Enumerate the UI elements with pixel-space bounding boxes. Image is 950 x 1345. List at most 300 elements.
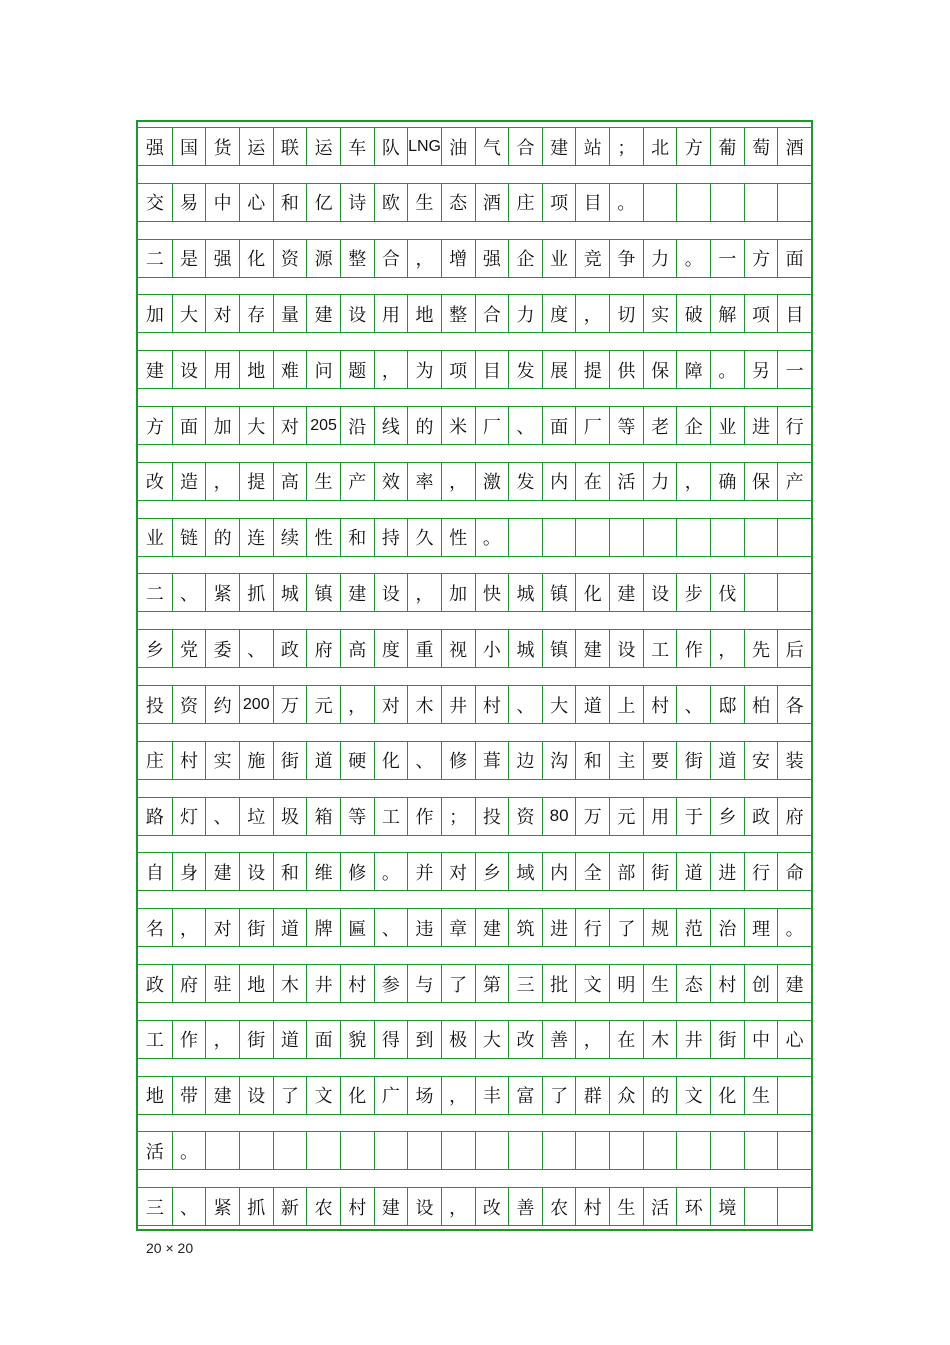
- grid-cell: 柏: [744, 686, 778, 723]
- grid-cell: 实: [643, 295, 677, 332]
- grid-cell: 为: [407, 351, 441, 388]
- grid-cell: [643, 184, 677, 221]
- grid-cell: 交: [145, 193, 164, 215]
- grid-cell: 村: [643, 686, 677, 723]
- grid-cell: 规: [643, 909, 677, 946]
- grid-cell: [710, 519, 744, 556]
- grid-row: [138, 573, 811, 612]
- grid-cell: 并: [407, 853, 441, 890]
- grid-cell: 先: [744, 630, 778, 667]
- grid-cell: 镇: [306, 574, 340, 611]
- grid-cell: 快: [475, 574, 509, 611]
- grid-cell: 保: [643, 351, 677, 388]
- grid-cell: 、: [205, 798, 239, 835]
- grid-cell: 国: [172, 128, 206, 165]
- grid-cell: 进: [744, 407, 778, 444]
- grid-cell: 强: [475, 240, 509, 277]
- grid-cell: 建: [205, 1077, 239, 1114]
- grid-cell: 厂: [475, 407, 509, 444]
- grid-cell: 筑: [508, 909, 542, 946]
- grid-cell: 后: [777, 630, 811, 667]
- grid-cell: 项: [441, 351, 475, 388]
- grid-cell: 中: [744, 1021, 778, 1058]
- grid-cell: 城: [508, 630, 542, 667]
- grid-cell: 设: [609, 630, 643, 667]
- grid-row: [138, 741, 811, 780]
- grid-cell: 村: [340, 965, 374, 1002]
- grid-cell: 名: [145, 918, 164, 940]
- grid-cell: 设: [239, 1077, 273, 1114]
- grid-cell: 匾: [340, 909, 374, 946]
- grid-cell: 理: [744, 909, 778, 946]
- grid-cell: 油: [441, 128, 475, 165]
- grid-row: [138, 797, 811, 836]
- grid-cell: [676, 184, 710, 221]
- grid-cell: 道: [306, 742, 340, 779]
- grid-cell: 提: [239, 463, 273, 500]
- grid-cell: ，: [340, 686, 374, 723]
- grid-cell: 整: [340, 240, 374, 277]
- grid-cell: 企: [676, 407, 710, 444]
- grid-cell: 。: [374, 853, 408, 890]
- grid-cell: 三: [508, 965, 542, 1002]
- grid-cell: 内: [542, 853, 576, 890]
- grid-cell: [609, 519, 643, 556]
- grid-cell: 修: [441, 742, 475, 779]
- grid-cell: 实: [205, 742, 239, 779]
- grid-cell: [777, 519, 811, 556]
- grid-cell: 路: [145, 807, 164, 829]
- grid-cell: 企: [508, 240, 542, 277]
- grid-cell: 行: [744, 853, 778, 890]
- grid-cell: 建: [609, 574, 643, 611]
- grid-cell: 环: [676, 1188, 710, 1225]
- grid-cell: 。: [710, 351, 744, 388]
- grid-cell: 建: [777, 965, 811, 1002]
- grid-cell: 增: [441, 240, 475, 277]
- grid-cell: 投: [145, 695, 164, 717]
- grid-cell: [710, 184, 744, 221]
- grid-cell: 对: [374, 686, 408, 723]
- grid-cell: 工: [145, 1030, 164, 1052]
- grid-cell: [744, 1188, 778, 1225]
- grid-cell: 争: [609, 240, 643, 277]
- grid-cell: [407, 1132, 441, 1169]
- grid-cell: 持: [374, 519, 408, 556]
- grid-cell: 作: [407, 798, 441, 835]
- grid-cell: 元: [306, 686, 340, 723]
- grid-row: [138, 1020, 811, 1059]
- grid-cell: 性: [306, 519, 340, 556]
- grid-cell: 态: [676, 965, 710, 1002]
- grid-cell: 农: [306, 1188, 340, 1225]
- grid-cell: 在: [609, 1021, 643, 1058]
- grid-cell: 心: [239, 184, 273, 221]
- grid-cell: [340, 1132, 374, 1169]
- grid-cell: 各: [777, 686, 811, 723]
- grid-cell: 生: [407, 184, 441, 221]
- grid-cell: 木: [643, 1021, 677, 1058]
- grid-cell: 205: [306, 407, 340, 444]
- grid-cell: 酒: [475, 184, 509, 221]
- grid-cell: 心: [777, 1021, 811, 1058]
- grid-cell: ，: [205, 463, 239, 500]
- grid-cell: 和: [273, 853, 307, 890]
- grid-cell: 展: [542, 351, 576, 388]
- grid-cell: 富: [508, 1077, 542, 1114]
- grid-cell: 设: [239, 853, 273, 890]
- grid-cell: ，: [441, 1188, 475, 1225]
- grid-cell: 建: [475, 909, 509, 946]
- grid-cell: 另: [744, 351, 778, 388]
- grid-cell: ，: [205, 1021, 239, 1058]
- grid-cell: 设: [407, 1188, 441, 1225]
- grid-cell: 度: [374, 630, 408, 667]
- grid-cell: 三: [145, 1197, 164, 1219]
- grid-cell: 善: [508, 1188, 542, 1225]
- grid-cell: 竞: [575, 240, 609, 277]
- grid-cell: 地: [407, 295, 441, 332]
- grid-cell: 参: [374, 965, 408, 1002]
- grid-cell: 抓: [239, 574, 273, 611]
- grid-cell: 项: [744, 295, 778, 332]
- grid-cell: 约: [205, 686, 239, 723]
- grid-cell: 是: [172, 240, 206, 277]
- grid-cell: 进: [542, 909, 576, 946]
- grid-cell: 、: [508, 407, 542, 444]
- grid-cell: 部: [609, 853, 643, 890]
- grid-cell: 作: [676, 630, 710, 667]
- grid-cell: 障: [676, 351, 710, 388]
- grid-cell: 了: [441, 965, 475, 1002]
- grid-cell: 面: [777, 240, 811, 277]
- grid-cell: 政: [744, 798, 778, 835]
- grid-cell: 200: [239, 686, 273, 723]
- grid-cell: 政: [273, 630, 307, 667]
- grid-cell: 化: [239, 240, 273, 277]
- grid-cell: 产: [340, 463, 374, 500]
- grid-cell: 久: [407, 519, 441, 556]
- grid-cell: 老: [643, 407, 677, 444]
- grid-cell: 设: [340, 295, 374, 332]
- grid-cell: 乡: [710, 798, 744, 835]
- grid-cell: ；: [609, 128, 643, 165]
- grid-cell: [273, 1132, 307, 1169]
- grid-cell: 木: [407, 686, 441, 723]
- grid-cell: 方: [676, 128, 710, 165]
- grid-cell: 村: [575, 1188, 609, 1225]
- grid-cell: 大: [239, 407, 273, 444]
- grid-cell: 境: [710, 1188, 744, 1225]
- grid-cell: [609, 1132, 643, 1169]
- grid-cell: 府: [306, 630, 340, 667]
- grid-cell: 用: [643, 798, 677, 835]
- grid-cell: 第: [475, 965, 509, 1002]
- grid-cell: 紧: [205, 574, 239, 611]
- grid-cell: 镇: [542, 630, 576, 667]
- grid-cell: 、: [239, 630, 273, 667]
- grid-cell: 确: [710, 463, 744, 500]
- grid-cell: 生: [609, 1188, 643, 1225]
- grid-cell: 街: [239, 909, 273, 946]
- grid-cell: 紧: [205, 1188, 239, 1225]
- grid-row: [138, 908, 811, 947]
- grid-cell: 存: [239, 295, 273, 332]
- grid-cell: 村: [340, 1188, 374, 1225]
- grid-cell: 于: [676, 798, 710, 835]
- grid-cell: 化: [575, 574, 609, 611]
- grid-cell: 加: [441, 574, 475, 611]
- grid-cell: 箱: [306, 798, 340, 835]
- grid-cell: 激: [475, 463, 509, 500]
- grid-cell: 发: [508, 463, 542, 500]
- grid-cell: 建: [542, 128, 576, 165]
- grid-cell: 内: [542, 463, 576, 500]
- grid-cell: 貌: [340, 1021, 374, 1058]
- grid-cell: 方: [744, 240, 778, 277]
- grid-cell: 街: [643, 853, 677, 890]
- grid-cell: 题: [340, 351, 374, 388]
- grid-cell: [475, 1132, 509, 1169]
- grid-cell: 边: [508, 742, 542, 779]
- grid-cell: 用: [205, 351, 239, 388]
- grid-cell: 群: [575, 1077, 609, 1114]
- grid-cell: [744, 574, 778, 611]
- grid-cell: 了: [273, 1077, 307, 1114]
- grid-row: [138, 183, 811, 222]
- grid-cell: [441, 1132, 475, 1169]
- grid-cell: 破: [676, 295, 710, 332]
- grid-cell: 加: [205, 407, 239, 444]
- grid-cell: 连: [239, 519, 273, 556]
- grid-cell: 元: [609, 798, 643, 835]
- grid-cell: 违: [407, 909, 441, 946]
- grid-cell: 对: [441, 853, 475, 890]
- grid-cell: 政: [145, 974, 164, 996]
- grid-cell: 。: [172, 1132, 206, 1169]
- grid-cell: 场: [407, 1077, 441, 1114]
- grid-row: [138, 294, 811, 333]
- grid-cell: 施: [239, 742, 273, 779]
- grid-cell: 万: [575, 798, 609, 835]
- grid-cell: 一: [777, 351, 811, 388]
- grid-cell: 沟: [542, 742, 576, 779]
- grid-cell: 欧: [374, 184, 408, 221]
- grid-row: [138, 462, 811, 501]
- grid-cell: 加: [145, 304, 164, 326]
- grid-cell: ，: [575, 1021, 609, 1058]
- grid-cell: 。: [609, 184, 643, 221]
- grid-row: [138, 852, 811, 891]
- grid-cell: 投: [475, 798, 509, 835]
- grid-cell: 乡: [145, 639, 164, 661]
- grid-row: [138, 1076, 811, 1115]
- grid-cell: 活: [643, 1188, 677, 1225]
- grid-cell: 化: [374, 742, 408, 779]
- grid-cell: 酒: [777, 128, 811, 165]
- grid-cell: 货: [205, 128, 239, 165]
- grid-cell: 行: [575, 909, 609, 946]
- grid-cell: 街: [710, 1021, 744, 1058]
- grid-cell: 联: [273, 128, 307, 165]
- grid-cell: 工: [374, 798, 408, 835]
- grid-cell: 态: [441, 184, 475, 221]
- grid-cell: 萄: [744, 128, 778, 165]
- grid-cell: 治: [710, 909, 744, 946]
- grid-cell: 视: [441, 630, 475, 667]
- grid-cell: 众: [609, 1077, 643, 1114]
- grid-cell: [710, 1132, 744, 1169]
- grid-cell: 小: [475, 630, 509, 667]
- grid-cell: 用: [374, 295, 408, 332]
- grid-row: [138, 127, 811, 166]
- grid-cell: 解: [710, 295, 744, 332]
- grid-cell: 府: [172, 965, 206, 1002]
- grid-cell: 设: [172, 351, 206, 388]
- grid-cell: 道: [273, 909, 307, 946]
- grid-cell: 城: [273, 574, 307, 611]
- grid-cell: ，: [575, 295, 609, 332]
- grid-cell: 建: [205, 853, 239, 890]
- grid-row: [138, 350, 811, 389]
- grid-cell: [306, 1132, 340, 1169]
- grid-cell: [575, 519, 609, 556]
- grid-cell: [777, 1188, 811, 1225]
- grid-cell: 建: [306, 295, 340, 332]
- grid-cell: 全: [575, 853, 609, 890]
- grid-cell: 进: [710, 853, 744, 890]
- grid-cell: 圾: [273, 798, 307, 835]
- grid-cell: 运: [239, 128, 273, 165]
- grid-cell: 提: [575, 351, 609, 388]
- grid-cell: 抓: [239, 1188, 273, 1225]
- grid-cell: 、: [407, 742, 441, 779]
- grid-cell: 高: [340, 630, 374, 667]
- grid-cell: 创: [744, 965, 778, 1002]
- grid-cell: [777, 574, 811, 611]
- grid-cell: 、: [172, 574, 206, 611]
- grid-cell: 合: [508, 128, 542, 165]
- manuscript-grid-sheet: [136, 120, 813, 1231]
- grid-cell: 力: [643, 463, 677, 500]
- grid-cell: [374, 1132, 408, 1169]
- grid-cell: 村: [475, 686, 509, 723]
- grid-cell: 道: [710, 742, 744, 779]
- grid-cell: 步: [676, 574, 710, 611]
- grid-cell: [744, 184, 778, 221]
- grid-cell: 丰: [475, 1077, 509, 1114]
- grid-cell: 牌: [306, 909, 340, 946]
- grid-cell: ；: [441, 798, 475, 835]
- grid-cell: 强: [145, 137, 164, 159]
- grid-cell: 的: [643, 1077, 677, 1114]
- grid-cell: 葡: [710, 128, 744, 165]
- grid-cell: 主: [609, 742, 643, 779]
- grid-row: [138, 518, 811, 557]
- grid-cell: 。: [676, 240, 710, 277]
- grid-cell: 街: [239, 1021, 273, 1058]
- grid-cell: 、: [508, 686, 542, 723]
- grid-cell: 身: [172, 853, 206, 890]
- grid-row: [138, 406, 811, 445]
- grid-cell: 街: [273, 742, 307, 779]
- grid-cell: 文: [575, 965, 609, 1002]
- grid-cell: [744, 1132, 778, 1169]
- grid-cell: 命: [777, 853, 811, 890]
- grid-row: [138, 629, 811, 668]
- grid-cell: 难: [273, 351, 307, 388]
- grid-cell: 装: [777, 742, 811, 779]
- grid-cell: 修: [340, 853, 374, 890]
- grid-cell: 力: [508, 295, 542, 332]
- grid-cell: ，: [710, 630, 744, 667]
- grid-cell: 强: [205, 240, 239, 277]
- grid-cell: 高: [273, 463, 307, 500]
- grid-cell: 资: [273, 240, 307, 277]
- grid-cell: 面: [306, 1021, 340, 1058]
- grid-cell: 化: [340, 1077, 374, 1114]
- grid-cell: 建: [374, 1188, 408, 1225]
- grid-cell: 北: [643, 128, 677, 165]
- grid-cell: 地: [239, 351, 273, 388]
- grid-cell: 明: [609, 965, 643, 1002]
- grid-cell: 的: [407, 407, 441, 444]
- grid-cell: [777, 1077, 811, 1114]
- grid-cell: 活: [609, 463, 643, 500]
- grid-cell: 驻: [205, 965, 239, 1002]
- grid-cell: [777, 184, 811, 221]
- grid-cell: 。: [777, 909, 811, 946]
- grid-cell: 了: [542, 1077, 576, 1114]
- grid-cell: [643, 519, 677, 556]
- grid-cell: 和: [273, 184, 307, 221]
- grid-cell: 和: [340, 519, 374, 556]
- grid-cell: 链: [172, 519, 206, 556]
- grid-cell: 镇: [542, 574, 576, 611]
- grid-cell: 续: [273, 519, 307, 556]
- grid-cell: 城: [508, 574, 542, 611]
- grid-cell: ，: [441, 463, 475, 500]
- grid-cell: 万: [273, 686, 307, 723]
- grid-cell: 沿: [340, 407, 374, 444]
- grid-cell: [676, 1132, 710, 1169]
- grid-cell: 垃: [239, 798, 273, 835]
- grid-cell: 村: [172, 742, 206, 779]
- grid-cell: 力: [643, 240, 677, 277]
- grid-row: [138, 1131, 811, 1170]
- grid-cell: 新: [273, 1188, 307, 1225]
- grid-cell: 带: [172, 1077, 206, 1114]
- grid-cell: 队: [374, 128, 408, 165]
- grid-cell: 井: [306, 965, 340, 1002]
- grid-cell: 量: [273, 295, 307, 332]
- grid-cell: 建: [340, 574, 374, 611]
- grid-cell: LNG: [407, 128, 441, 165]
- grid-cell: 村: [710, 965, 744, 1002]
- grid-cell: [643, 1132, 677, 1169]
- grid-cell: 庄: [145, 751, 164, 773]
- grid-cell: 广: [374, 1077, 408, 1114]
- grid-cell: 生: [744, 1077, 778, 1114]
- grid-cell: [205, 1132, 239, 1169]
- grid-cell: 作: [172, 1021, 206, 1058]
- grid-cell: 上: [609, 686, 643, 723]
- grid-cell: 效: [374, 463, 408, 500]
- grid-cell: [542, 1132, 576, 1169]
- grid-cell: 批: [542, 965, 576, 1002]
- grid-cell: 亿: [306, 184, 340, 221]
- grid-cell: 大: [542, 686, 576, 723]
